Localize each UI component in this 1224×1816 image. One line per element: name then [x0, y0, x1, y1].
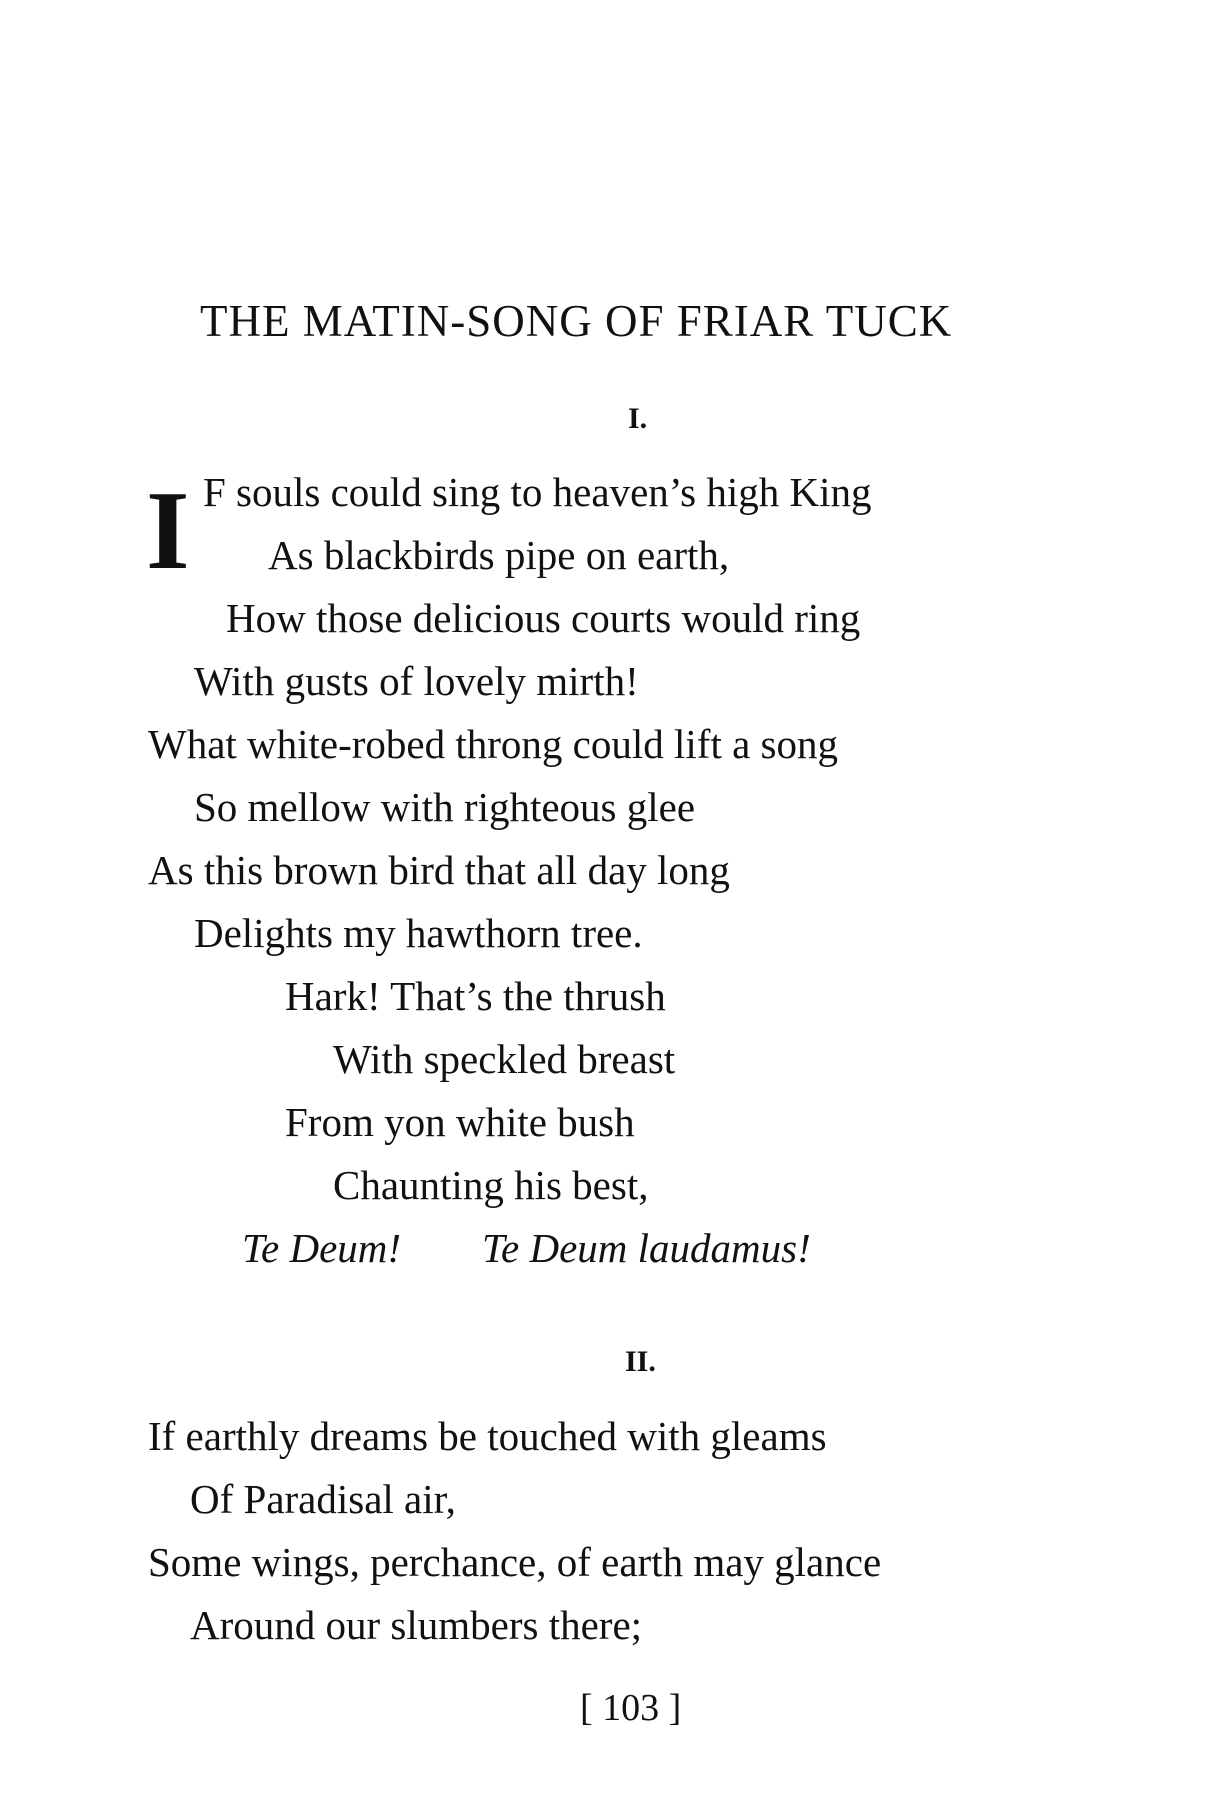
verse-line: Hark! That’s the thrush: [285, 973, 666, 1019]
verse-line: Chaunting his best,: [333, 1162, 649, 1208]
stanza-number-2: II.: [625, 1345, 656, 1378]
verse-line: Around our slumbers there;: [190, 1602, 643, 1648]
verse-line: So mellow with righteous glee: [194, 784, 696, 830]
verse-line: As this brown bird that all day long: [148, 847, 730, 893]
verse-line: Some wings, perchance, of earth may glance: [148, 1539, 882, 1585]
verse-line: With gusts of lovely mirth!: [194, 658, 639, 704]
verse-line: How those delicious courts would ring: [226, 595, 861, 641]
verse-line: As blackbirds pipe on earth,: [268, 532, 730, 578]
verse-line: If earthly dreams be touched with gleams: [148, 1413, 827, 1459]
verse-line: From yon white bush: [285, 1099, 635, 1145]
page-title: THE MATIN-SONG OF FRIAR TUCK: [200, 296, 953, 346]
verse-line: Delights my hawthorn tree.: [194, 910, 643, 956]
verse-line: Of Paradisal air,: [190, 1476, 456, 1522]
verse-line: What white-robed throng could lift a song: [148, 721, 838, 767]
stanza-number-1: I.: [628, 402, 648, 435]
drop-cap: I: [146, 469, 190, 593]
refrain-te-deum-laudamus: Te Deum laudamus!: [482, 1225, 811, 1271]
verse-line: With speckled breast: [333, 1036, 676, 1082]
page-number: [ 103 ]: [580, 1687, 682, 1729]
verse-line: F souls could sing to heaven’s high King: [203, 469, 872, 515]
refrain-te-deum: Te Deum!: [242, 1225, 402, 1271]
